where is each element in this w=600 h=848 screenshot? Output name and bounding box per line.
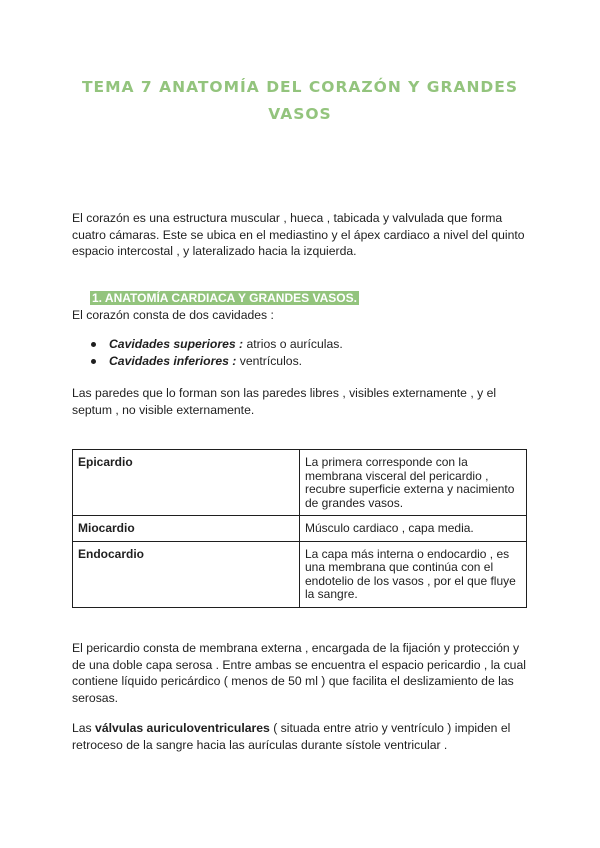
table-row — [73, 516, 527, 542]
layer-description-cell: La capa más interna o endocardio , es una membrana que continúa con el endotelio de los vasos , por el que fluye la sangre. — [300, 541, 527, 607]
valves-term: válvulas auriculoventriculares — [95, 721, 270, 735]
intro-paragraph: El corazón es una estructura muscular , hueca , tabicada y valvulada que forma cuatro cámaras. Este se ubica en el mediastino y el ápex cardiaco a nivel del quinto espacio intercostal , y lateralizado hacia la izquierda. — [72, 211, 525, 258]
valves-suffix: ( situada entre atrio y ventrículo ) impiden el retroceso de la sangre hacia las aurículas durante sístole ventricular . — [72, 721, 511, 752]
section-heading — [90, 291, 359, 306]
table-row — [73, 541, 527, 607]
list-item-term: Cavidades superiores : — [109, 337, 244, 351]
section-heading-highlight: 1. ANATOMÍA CARDIACA Y GRANDES VASOS. — [92, 291, 357, 305]
layer-name-cell: Miocardio — [73, 516, 300, 542]
pericardio-paragraph: El pericardio consta de membrana externa , encargada de la fijación y protección y de una doble capa serosa . Entre ambas se encuentra el espacio pericardio , la cual contiene líquido pericárdico ( menos de 50 ml ) que facilita el deslizamiento de las serosas. — [72, 641, 526, 705]
page-title: TEMA 7 ANATOMÍA DEL CORAZÓN Y GRANDES VASOS — [81, 78, 519, 123]
list-item — [90, 353, 343, 370]
list-item-text: ventrículos. — [236, 353, 303, 368]
bullet-icon — [91, 359, 96, 364]
layer-name-cell: Epicardio — [73, 450, 300, 516]
cavities-list — [90, 336, 343, 369]
walls-paragraph: Las paredes que lo forman son las paredes libres , visibles externamente , y el septum , no visible externamente. — [72, 386, 497, 417]
list-item-term: Cavidades inferiores : — [109, 353, 237, 368]
list-item-text: atrios o aurículas. — [243, 337, 343, 351]
bullet-icon — [91, 342, 96, 347]
table-row — [73, 450, 527, 516]
valves-paragraph — [72, 720, 532, 753]
layer-description-cell: La primera corresponde con la membrana visceral del pericardio , recubre superficie externa y nacimiento de grandes vasos. — [300, 450, 527, 516]
heart-layers-table — [72, 449, 527, 608]
list-item — [90, 336, 343, 353]
layer-description-cell: Músculo cardiaco , capa media. — [300, 516, 527, 542]
layer-name-cell: Endocardio — [73, 541, 300, 607]
valves-prefix: Las — [72, 721, 96, 735]
cavities-lead: El corazón consta de dos cavidades : — [72, 308, 274, 322]
